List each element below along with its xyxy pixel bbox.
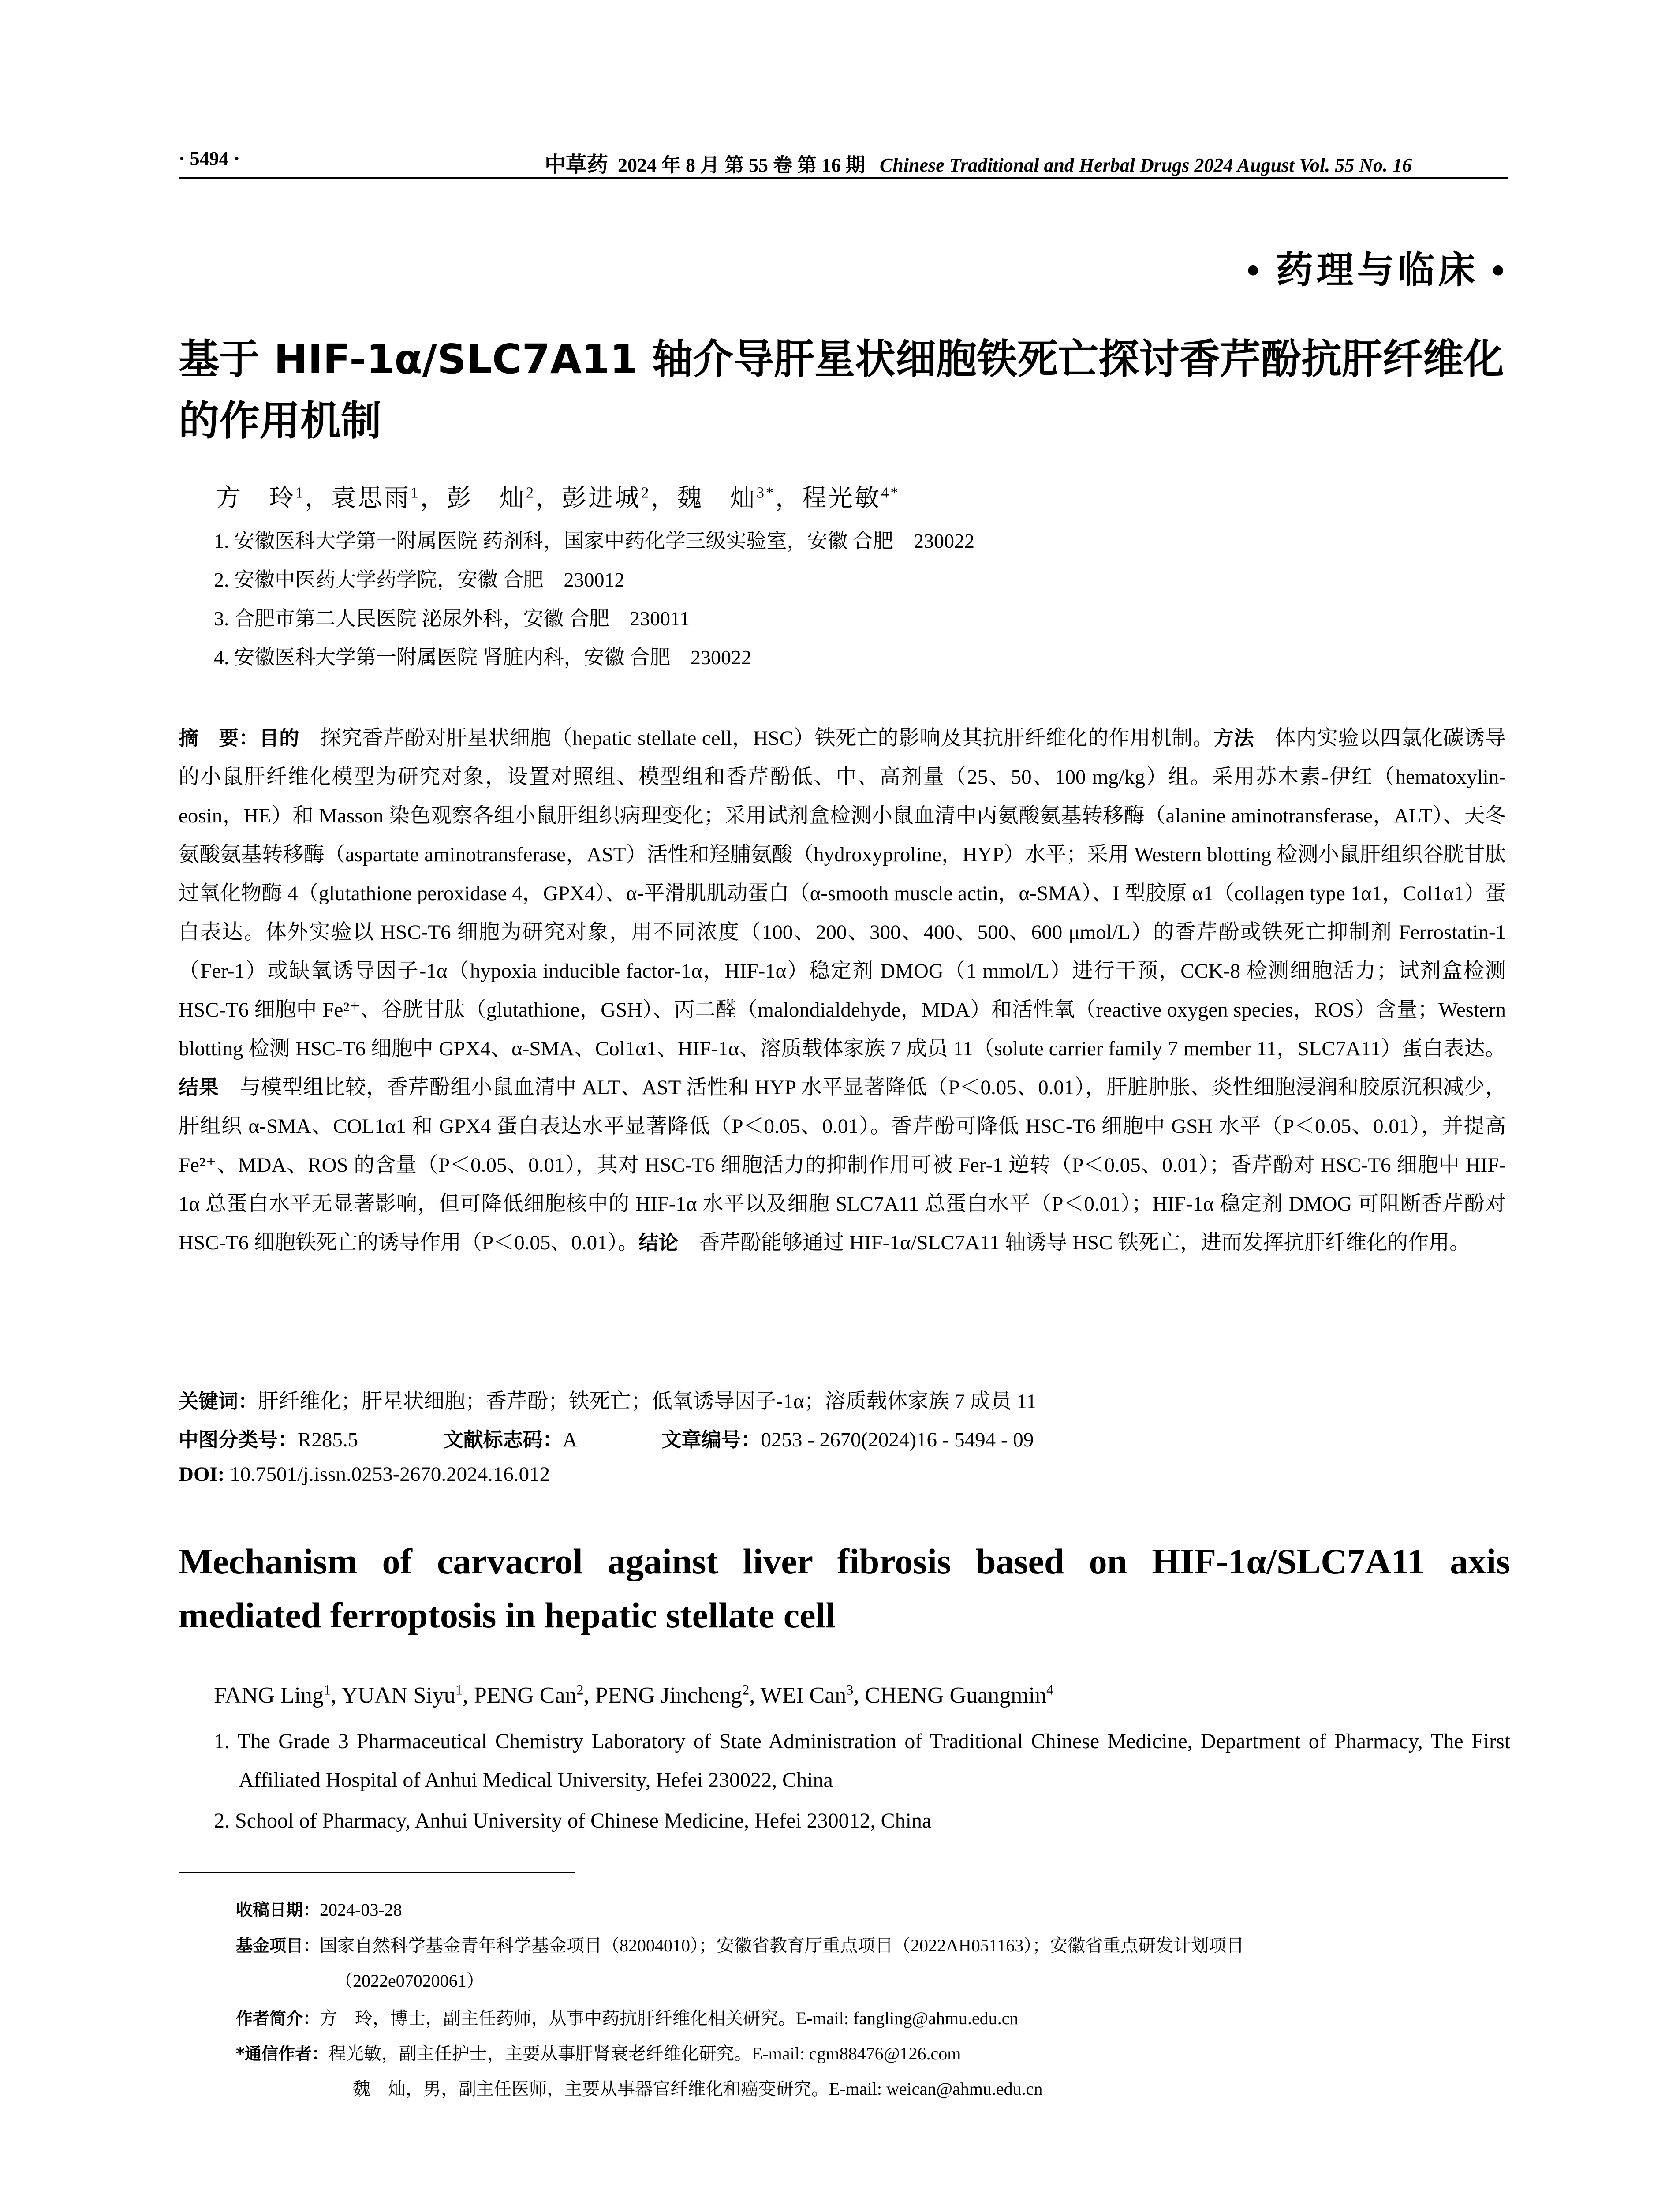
objective-text: 探究香芹酚对肝星状细胞（hepatic stellate cell，HSC）铁死亡的影响及其抗肝纤维化的作用机制。 [299,727,1214,750]
author-name: 彭进城 [562,485,642,512]
author-separator: ， [650,485,677,512]
author-separator: , [462,1683,474,1708]
clc-value: R285.5 [298,1428,358,1451]
author-affiliation-mark: 2 [641,484,651,501]
results-text: 与模型组比较，香芹酚组小鼠血清中 ALT、AST 活性和 HYP 水平显著降低（P＜0.05、0.01），肝脏肿胀、炎性细胞浸润和胶原沉积减少，肝组织 α-SMA、COL1α1 和 GPX4 蛋白表达水平显著降低（P＜0.05、0.01）。香芹酚可降低 HSC-T6 细胞中 GSH 水平（P＜0.05、0.01），并提高 Fe²⁺、MDA、ROS 的含量（P＜0.05、0.01），其对 HSC-T6 细胞活力的抑制作用可被 Fer-1 逆转（P＜0.05、0.01）；香芹酚对 HSC-T6 细胞中 HIF-1α 总蛋白水平无显著影响，但可降低细胞核中的 HIF-1α 水平以及细胞 SLC7A11 总蛋白水平（P＜0.01）；HIF-1α 稳定剂 DMOG 可阻断香芹酚对 HSC-T6 细胞铁死亡的诱导作用（P＜0.05、0.01）。 [179,1076,1506,1254]
footnote-fund [236,1932,1244,1957]
author-name: PENG Jincheng [595,1683,743,1708]
column-tag: • 药理与临床 • [1247,250,1508,291]
cn-author-list [216,478,900,514]
classification-line [179,1424,1034,1452]
author-separator: ， [535,485,562,512]
footnote-received [236,1896,402,1921]
en-affiliation [214,1722,1510,1800]
author-affiliation-mark: 4 [1046,1682,1054,1698]
corresponding-label: *通信作者： [236,2044,329,2063]
journal-name-cn: 中草药 [545,152,609,177]
author-affiliation-mark: 2 [526,484,536,501]
author-bio-label: 作者简介： [236,2009,320,2028]
en-title: Mechanism of carvacrol against liver fibrosis based on HIF-1α/SLC7A11 axis mediated ferroptosis in hepatic stellate cell [179,1541,1510,1635]
clc-label: 中图分类号： [179,1428,298,1451]
doi-line [179,1462,550,1486]
author-name: 袁思雨 [331,485,411,512]
cn-affiliation: 1. 安徽医科大学第一附属医院 药剂科，国家中药化学三级实验室，安徽 合肥 230022 [214,530,974,552]
author-separator: ， [305,485,332,512]
journal-name-en: Chinese Traditional and Herbal Drugs 2024 August Vol. 55 No. 16 [880,154,1412,176]
keywords [179,1385,1037,1414]
author-affiliation-mark: 2 [742,1682,750,1698]
author-name: 魏 灿 [677,485,757,512]
running-header [179,146,1508,179]
author-affiliation-mark: 1 [295,484,305,501]
author-separator: ， [775,485,802,512]
author-separator: , [749,1683,761,1708]
author-name: YUAN Siyu [341,1683,455,1708]
cn-title: 基于 HIF-1α/SLC7A11 轴介导肝星状细胞铁死亡探讨香芹酚抗肝纤维化的作用机制 [179,336,1504,445]
author-affiliation-mark: 1 [455,1682,463,1698]
footnote-fund-continued: （2022e07020061） [335,1971,484,1991]
author-affiliation-mark: 1 [323,1682,331,1698]
doc-code-label: 文献标志码： [443,1428,563,1451]
objective-label: 目的 [259,726,299,750]
author-affiliation-mark: 3* [756,484,776,501]
results-label: 结果 [179,1076,219,1099]
doc-code-value: A [562,1428,576,1451]
issue-cn: 2024 年 8 月 第 55 卷 第 16 期 [618,154,866,176]
author-affiliation-mark: 3 [846,1682,854,1698]
author-name: 彭 灿 [446,485,526,512]
footnote-corresponding [236,2040,961,2065]
author-separator: ， [420,485,447,512]
footnote-corresponding-2: 魏 灿，男，副主任医师，主要从事器官纤维化和癌变研究。E-mail: weican@ahmu.edu.cn [353,2079,1043,2099]
conclusion-text: 香芹酚能够通过 HIF-1α/SLC7A11 轴诱导 HSC 铁死亡，进而发挥抗肝纤维化的作用。 [678,1231,1471,1254]
en-affiliation-text: 1. The Grade 3 Pharmaceutical Chemistry Laboratory of State Administration of Traditional Chinese Medicine, Department of Pharmacy, The First Affiliated Hospital of Anhui Medical University, Hefei 230022, China [214,1730,1510,1792]
en-author-list [214,1682,1053,1708]
en-affiliation [214,1801,1510,1840]
keywords-value: 肝纤维化；肝星状细胞；香芹酚；铁死亡；低氧诱导因子-1α；溶质载体家族 7 成员 11 [258,1390,1037,1413]
author-name: PENG Can [474,1683,577,1708]
abstract-label: 摘 要： [179,726,259,750]
abstract [179,719,1506,1262]
article-no-value: 0253 - 2670(2024)16 - 5494 - 09 [761,1428,1034,1451]
en-affiliation-text: 2. School of Pharmacy, Anhui University of Chinese Medicine, Hefei 230012, China [214,1809,932,1832]
author-name: FANG Ling [214,1683,324,1708]
footnote-divider [179,1872,575,1873]
author-name: 方 玲 [216,485,295,512]
fund-text: 国家自然科学基金青年科学基金项目（82004010）；安徽省教育厅重点项目（2022AH051163）；安徽省重点研发计划项目 [320,1936,1244,1955]
received-label: 收稿日期： [236,1900,320,1920]
journal-citation [545,147,1412,178]
author-bio-text: 方 玲，博士，副主任药师，从事中药抗肝纤维化相关研究。E-mail: fangling@ahmu.edu.cn [320,2008,1019,2028]
cn-affiliation: 2. 安徽中医药大学药学院，安徽 合肥 230012 [214,568,625,591]
methods-text: 体内实验以四氯化碳诱导的小鼠肝纤维化模型为研究对象，设置对照组、模型组和香芹酚低、中、高剂量（25、50、100 mg/kg）组。采用苏木素-伊红（hematoxylin-eosin，HE）和 Masson 染色观察各组小鼠肝组织病理变化；采用试剂盒检测小鼠血清中丙氨酸氨基转移酶（alanine aminotransferase，ALT）、天冬氨酸氨基转移酶（aspartate aminotransferase，AST）活性和羟脯氨酸（hydroxyproline，HYP）水平；采用 Western blotting 检测小鼠肝组织谷胱甘肽过氧化物酶 4（glutathione peroxidase 4，GPX4）、α-平滑肌肌动蛋白（α-smooth muscle actin，α-SMA）、I 型胶原 α1（collagen type 1α1，Col1α1）蛋白表达。体外实验以 HSC-T6 细胞为研究对象，用不同浓度（100、200、300、400、500、600 μmol/L）的香芹酚或铁死亡抑制剂 Ferrostatin-1（Fer-1）或缺氧诱导因子-1α（hypoxia inducible factor-1α，HIF-1α）稳定剂 DMOG（1 mmol/L）进行干预，CCK-8 检测细胞活力；试剂盒检测 HSC-T6 细胞中 Fe²⁺、谷胱甘肽（glutathione，GSH）、丙二醛（malondialdehyde，MDA）和活性氧（reactive oxygen species，ROS）含量；Western blotting 检测 HSC-T6 细胞中 GPX4、α-SMA、Col1α1、HIF-1α、溶质载体家族 7 成员 11（solute carrier family 7 member 11，SLC7A11）蛋白表达。 [179,727,1506,1060]
footnote-author [236,2004,1019,2029]
keywords-label: 关键词： [179,1390,258,1413]
doi-label: DOI: [179,1463,225,1486]
article-no-label: 文章编号： [661,1428,761,1451]
methods-label: 方法 [1213,726,1254,750]
author-name: 程光敏 [802,485,881,512]
author-separator: , [331,1683,342,1708]
author-separator: , [853,1683,865,1708]
author-name: CHENG Guangmin [865,1683,1047,1708]
author-separator: , [583,1683,595,1708]
page-number: · 5494 · [179,148,240,169]
author-affiliation-mark: 4* [881,484,900,501]
conclusion-label: 结论 [638,1231,679,1254]
doi-value: 10.7501/j.issn.0253-2670.2024.16.012 [230,1463,550,1486]
author-name: WEI Can [760,1683,847,1708]
corresponding-author-1: 程光敏，副主任护士，主要从事肝肾衰老纤维化研究。E-mail: cgm88476@126.com [328,2044,961,2063]
author-affiliation-mark: 1 [411,484,420,501]
cn-affiliation: 3. 合肥市第二人民医院 泌尿外科，安徽 合肥 230011 [214,607,690,630]
cn-affiliation: 4. 安徽医科大学第一附属医院 肾脏内科，安徽 合肥 230022 [214,646,751,669]
author-affiliation-mark: 2 [576,1682,584,1698]
received-date: 2024-03-28 [320,1900,402,1920]
fund-label: 基金项目： [236,1936,320,1955]
